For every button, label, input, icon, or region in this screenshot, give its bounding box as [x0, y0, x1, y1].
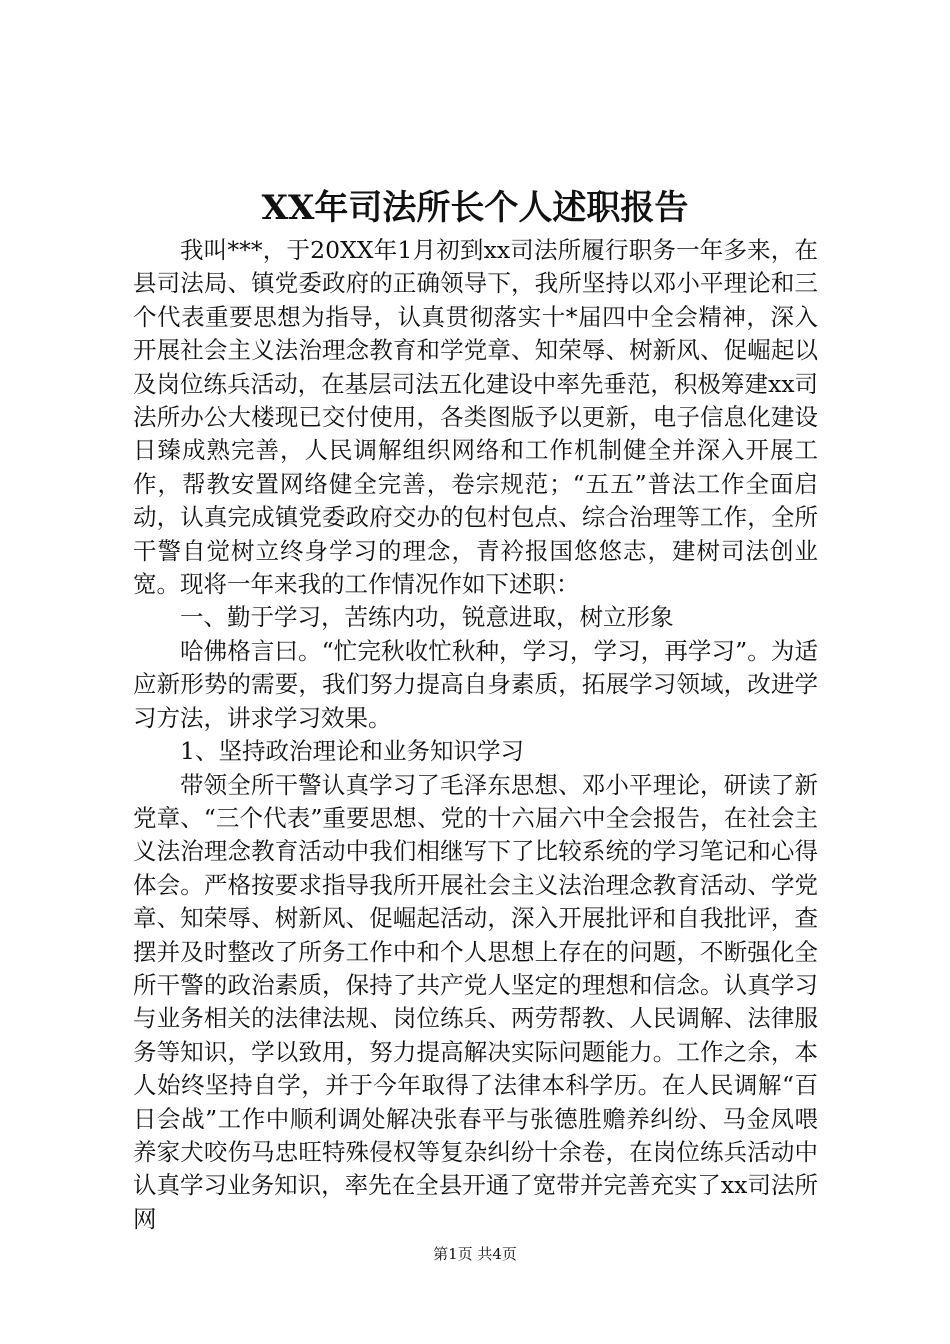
paragraph-study: 带领全所干警认真学习了毛泽东思想、邓小平理论，研读了新党章、“三个代表”重要思想、党的十六届六中全会报告，在社会主义法治理念教育活动中我们相继写下了比较系统的学习笔记和心得体会。严格按要求指导我所开展社会主义法治理念教育活动、学党章、知荣辱、树新风、促崛起活动，深入开展批评和自我批评，查摆并及时整改了所务工作中和个人思想上存在的问题，不断强化全所干警的政治素质，保持了共产党人坚定的理想和信念。认真学习与业务相关的法律法规、岗位练兵、两劳帮教、人民调解、法律服务等知识，学以致用，努力提高解决实际问题能力。工作之余，本人始终坚持自学，并于今年取得了法律本科学历。在人民调解“百日会战”工作中顺利调处解决张春平与张德胜赡养纠纷、马金凤喂养家犬咬伤马忠旺特殊侵权等复杂纠纷十余卷，在岗位练兵活动中认真学习业务知识，率先在全县开通了宽带并完善充实了xx司法所网: [133, 770, 818, 1233]
subsection-heading-1: 1、坚持政治理论和业务知识学习: [180, 737, 524, 766]
paragraph-quote: 哈佛格言曰。“忙完秋收忙秋种，学习，学习，再学习”。为适应新形势的需要，我们努力提高自身素质，拓展学习领域，改进学习方法，讲求学习效果。: [133, 636, 818, 732]
page-footer: 第1页 共4页: [433, 1245, 517, 1263]
paragraph-intro: 我叫***，于20XX年1月初到xx司法所履行职务一年多来，在县司法局、镇党委政府的正确领导下，我所坚持以邓小平理论和三个代表重要思想为指导，认真贯彻落实十*届四中全会精神，深入开展社会主义法治理念教育和学党章、知荣辱、树新风、促崛起以及岗位练兵活动，在基层司法五化建设中率先垂范，积极筹建xx司法所办公大楼现已交付使用，各类图版予以更新，电子信息化建设日臻成熟完善，人民调解组织网络和工作机制健全并深入开展工作，帮教安置网络健全完善，卷宗规范；“五五”普法工作全面启动，认真完成镇党委政府交办的包村包点、综合治理等工作，全所干警自觉树立终身学习的理念，青衿报国悠悠志，建树司法创业宽。现将一年来我的工作情况作如下述职：: [133, 236, 818, 599]
section-heading-1: 一、勤于学习，苦练内功，锐意进取，树立形象: [180, 603, 674, 632]
document-body: [133, 234, 818, 1236]
document-title: XX年司法所长个人述职报告: [261, 188, 689, 228]
